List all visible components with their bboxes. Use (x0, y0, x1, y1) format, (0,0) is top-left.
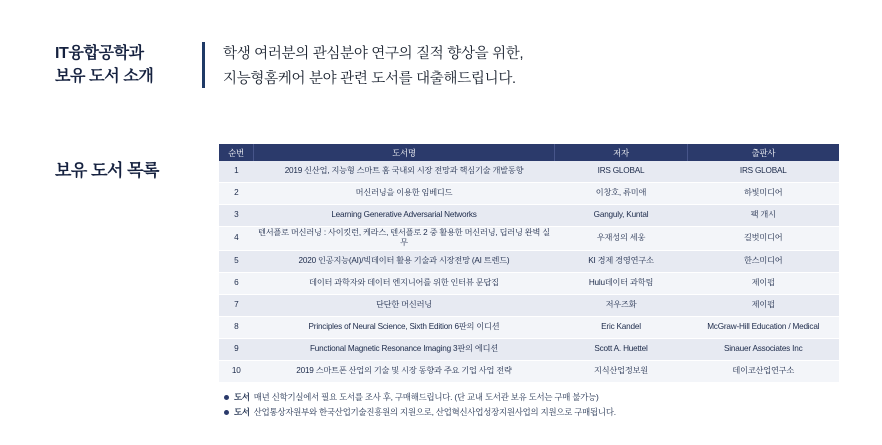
cell-author: Scott A. Huettel (555, 338, 688, 360)
column-header-title: 도서명 (254, 144, 555, 161)
header-description (205, 42, 523, 93)
cell-no: 3 (219, 205, 254, 227)
table-row (219, 183, 839, 205)
section-title: 보유 도서 목록 (55, 161, 159, 180)
cell-no: 4 (219, 227, 254, 251)
cell-no: 5 (219, 250, 254, 272)
cell-author: IRS GLOBAL (555, 161, 688, 183)
cell-author: 우재성의 세웅 (555, 227, 688, 251)
cell-author: 이창호, 류미애 (555, 183, 688, 205)
cell-no: 7 (219, 294, 254, 316)
table-row (219, 205, 839, 227)
cell-publisher: IRS GLOBAL (688, 161, 840, 183)
table-row (219, 294, 839, 316)
table-body (219, 161, 839, 382)
cell-no: 10 (219, 360, 254, 382)
cell-publisher: McGraw-Hill Education / Medical (688, 316, 840, 338)
column-header-no: 순번 (219, 144, 254, 161)
cell-publisher: 제이펍 (688, 272, 840, 294)
table-row (219, 316, 839, 338)
cell-author: Eric Kandel (555, 316, 688, 338)
page-title-line2: 보유 도서 소개 (55, 68, 154, 86)
header-block (55, 42, 845, 93)
note-label: 도서 (234, 392, 250, 402)
header-description-line1: 학생 여러분의 관심분야 연구의 질적 향상을 위한, (223, 46, 524, 62)
cell-title: Learning Generative Adversarial Networks (254, 205, 555, 227)
table-header-row (219, 144, 839, 161)
cell-no: 1 (219, 161, 254, 183)
note-label: 도서 (234, 407, 250, 418)
bullet-icon (224, 395, 229, 400)
note-item (224, 391, 864, 404)
book-list-table (219, 144, 839, 383)
page-title (55, 42, 205, 88)
table-row (219, 360, 839, 382)
cell-publisher: 팩 개시 (688, 205, 840, 227)
note-text: 산업통상자원부와 한국산업기술진흥원의 지원으로, 산업혁신사업성장지원사업의 지원으로 구매됩니다. (253, 407, 616, 418)
cell-title: 2020 인공지능(AI)/빅데이터 활용 기술과 시장전망 (AI 트렌드) (254, 250, 555, 272)
cell-publisher: 한스미디어 (688, 250, 840, 272)
bullet-icon (224, 410, 229, 415)
cell-no: 9 (219, 338, 254, 360)
table-row (219, 227, 839, 251)
cell-title: 텐서플로 머신러닝 : 사이킷런, 케라스, 텐서플로 2 중 활용한 머신러닝, 딥러닝 완벽 실무 (254, 227, 555, 251)
cell-author: KI 경제 경영연구소 (555, 250, 688, 272)
cell-title: 2019 스마트폰 산업의 기술 및 시장 동향과 주요 기업 사업 전략 (254, 360, 555, 382)
cell-author: Hulu데이터 과학팀 (555, 272, 688, 294)
column-header-publisher: 출판사 (688, 144, 840, 161)
cell-author: 저우즈화 (555, 294, 688, 316)
table-row (219, 250, 839, 272)
cell-no: 6 (219, 272, 254, 294)
cell-title: Functional Magnetic Resonance Imaging 3판의 에디션 (254, 338, 555, 360)
notes-block (224, 391, 864, 421)
cell-publisher: Sinauer Associates Inc (688, 338, 840, 360)
cell-title: 데이터 과학자와 데이터 엔지니어를 위한 인터뷰 문답집 (254, 272, 555, 294)
table-row (219, 338, 839, 360)
table-header (219, 144, 839, 161)
cell-title: 2019 신산업, 지능형 스마트 홈 국내외 시장 전망과 핵심기술 개발동향 (254, 161, 555, 183)
table-row (219, 272, 839, 294)
cell-author: Ganguly, Kuntal (555, 205, 688, 227)
cell-title: Principles of Neural Science, Sixth Edition 6판의 이디션 (254, 316, 555, 338)
cell-author: 지식산업정보원 (555, 360, 688, 382)
book-list-table-wrapper (219, 144, 836, 383)
note-text: 매년 신학기실에서 필요 도서를 조사 후, 구매해드립니다. (단 교내 도서관 보유 도서는 구매 불가능) (253, 392, 599, 402)
cell-publisher: 제이펍 (688, 294, 840, 316)
cell-title: 머신러닝을 이용한 임베디드 (254, 183, 555, 205)
cell-publisher: 길벗미디어 (688, 227, 840, 251)
note-item (224, 406, 864, 419)
table-row (219, 161, 839, 183)
column-header-author: 저자 (555, 144, 688, 161)
cell-publisher: 하빛미디어 (688, 183, 840, 205)
cell-no: 2 (219, 183, 254, 205)
cell-no: 8 (219, 316, 254, 338)
header-description-line2: 지능형홈케어 분야 관련 도서를 대출해드립니다. (223, 71, 516, 88)
page-title-line1: IT융합공학과 (55, 45, 144, 62)
cell-publisher: 데이코산업연구소 (688, 360, 840, 382)
cell-title: 단단한 머신러닝 (254, 294, 555, 316)
